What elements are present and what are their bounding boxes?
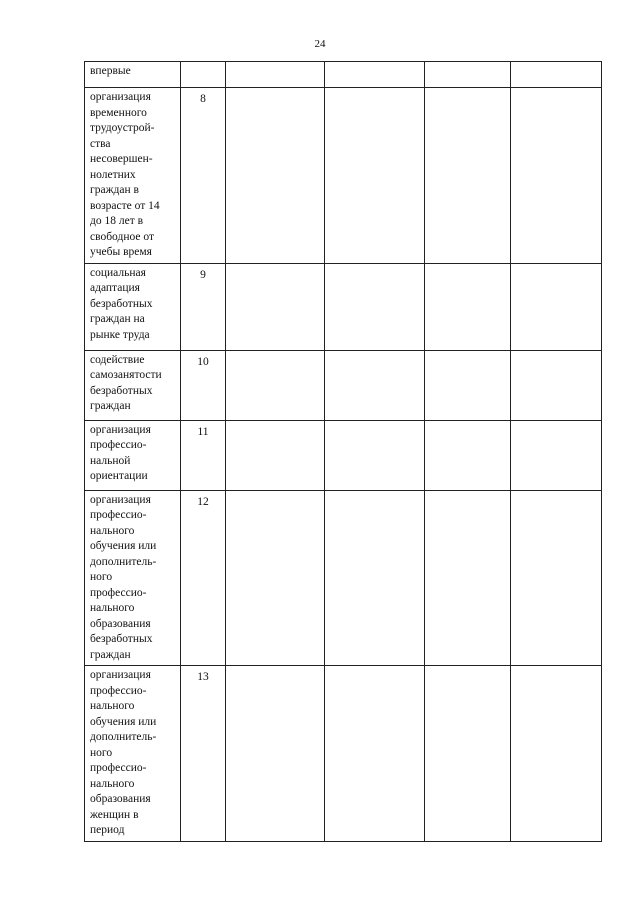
value-cell [511,263,602,350]
value-cell [226,420,325,490]
activity-name-cell: содействие самозанятости безработных граждан [85,350,181,420]
table-row [85,62,602,88]
row-number-cell: 9 [181,263,226,350]
value-cell [226,666,325,842]
table-row [85,263,602,350]
activity-name-cell: организация профессио- нального обучения или дополнитель- ного профессио- нального образования безработных граждан [85,490,181,666]
value-cell [425,263,511,350]
program-table [84,61,602,842]
value-cell [511,490,602,666]
activity-name-cell: социальная адаптация безработных граждан на рынке труда [85,263,181,350]
activity-name-cell: организация профессио- нального обучения или дополнитель- ного профессио- нального образования женщин в период [85,666,181,842]
value-cell [325,420,425,490]
row-number-cell [181,62,226,88]
value-cell [425,666,511,842]
activity-name-cell: впервые [85,62,181,88]
row-number-cell: 12 [181,490,226,666]
value-cell [325,62,425,88]
value-cell [425,490,511,666]
row-number-cell: 8 [181,88,226,264]
page-number: 24 [314,38,326,50]
activity-name-cell: организация временного трудоустрой- ства несовершен- нолетних граждан в возрасте от 14 до 18 лет в свободное от учебы время [85,88,181,264]
value-cell [325,350,425,420]
value-cell [226,350,325,420]
activity-name-cell: организация профессио- нальной ориентации [85,420,181,490]
value-cell [325,88,425,264]
value-cell [226,490,325,666]
value-cell [425,62,511,88]
value-cell [511,88,602,264]
value-cell [511,666,602,842]
value-cell [226,88,325,264]
row-number-cell: 10 [181,350,226,420]
table-row [85,88,602,264]
row-number-cell: 13 [181,666,226,842]
row-number-cell: 11 [181,420,226,490]
value-cell [511,62,602,88]
table-row [85,420,602,490]
value-cell [325,490,425,666]
value-cell [511,420,602,490]
table-row [85,666,602,842]
value-cell [425,88,511,264]
table-row [85,490,602,666]
value-cell [425,350,511,420]
value-cell [511,350,602,420]
table-row [85,350,602,420]
value-cell [425,420,511,490]
value-cell [226,62,325,88]
value-cell [325,666,425,842]
value-cell [226,263,325,350]
value-cell [325,263,425,350]
